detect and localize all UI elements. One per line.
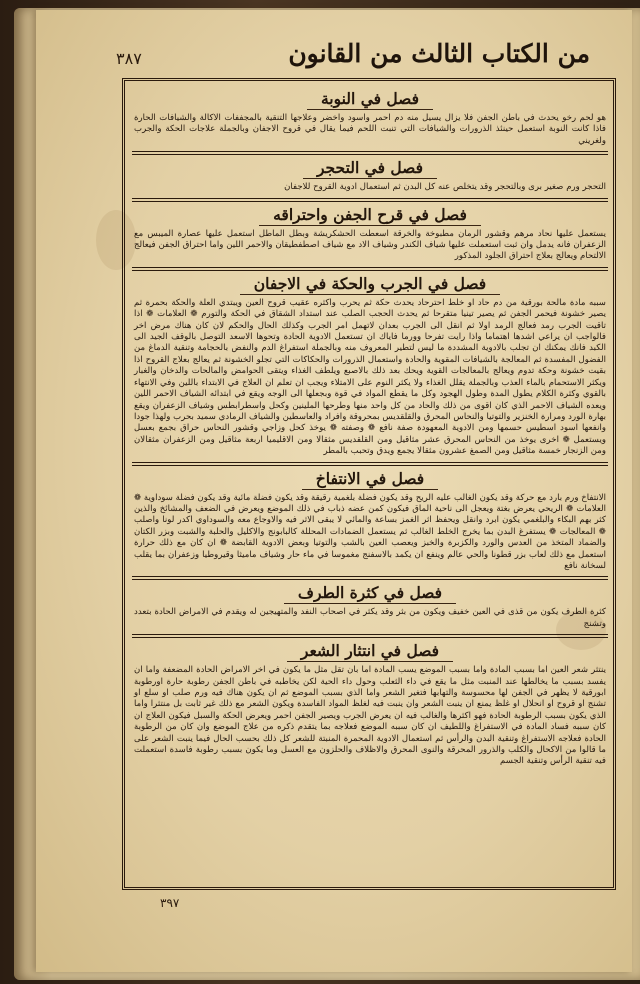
section-body: التحجر ورم صغير برى وبالتحجر وقد يتخلص عنه كل البدن ثم استعمال ادوية القروح للاجفان bbox=[284, 182, 606, 193]
text-block bbox=[132, 86, 608, 882]
section-body: الانتفاخ ورم بارد مع حركة وقد يكون الغالب عليه الريح وقد يكون فضلة بلغمية رقيقة وقد يكون فضلة مائية وقد يكون فضلة سوداوية ❁ العلامات ❁ الريحي يعرض بغتة ويعجل الى ناحية الماق فيكون كمن عضه ذباب في ذلك الموضع ويعرض في الضعف والمشائخ والذين كثر بهم البكاء والبلغمي يكون ابرد وانقل ويحفظ اثر الغمز بساعة والمائي لا يبقى الاثر فيه والاوجاع معه والسوداوي اكدر لونا واصلب ❁ المعالجات ❁ يستفرغ البدن بما يخرج الخلط الغالب ثم يستعمل الضمادات المحللة كالبابونج والاكليل والحلبة والشبت وبزر الكتان والضماد المتخذ من العدس والورد والكزبرة والخبز ويعصب العين بالشب والتوتيا وبعض الادوية القابضة ❁ ان كان مع ذلك حرارة استعمل مع ذلك لعاب بزر قطونا والحي عالم وينفع ان يكمد بالاسفنج مغموسا في ماء حار وشياف ماميثا وقيروطيا وزعفران بما يقلب لسخانة نافع bbox=[134, 492, 606, 571]
section-title: فصل في قرح الجفن واحتراقه bbox=[132, 205, 608, 226]
page-number: ٣٨٧ bbox=[116, 49, 142, 68]
section-title: فصل في انتثار الشعر bbox=[132, 641, 608, 662]
divider bbox=[132, 151, 608, 155]
section-title: فصل في الانتفاخ bbox=[132, 469, 608, 490]
divider bbox=[132, 267, 608, 271]
divider bbox=[132, 634, 608, 638]
section-body: يستعمل عليها نحاد مرهم وقشور الرمان مطبوخة والخرقة اسعطت الحشكريشة وبطل الماطل استعمل عليها عصارة الميبس مع الزعفران فانه يدمل وان ثبت استعملت عليها شياف الكندر وشياف الاد مع شياف اصطفطيقان والاحمر اللين واما احتراق الجفن فيعالج الالتحام ويعالج بعلاج احتراق الجلود المذكور bbox=[134, 228, 606, 262]
divider bbox=[132, 576, 608, 580]
section-tahajjur bbox=[132, 158, 608, 193]
running-title: من الكتاب الثالث من القانون bbox=[288, 39, 590, 68]
section-nawba bbox=[132, 89, 608, 147]
section-body: هو لحم رخو يحدث في باطن الجفن فلا يزال يسيل منه دم احمر واسود واخضر وعلاجها التنقية بالمجففات الاكالة والشيافات الحارة فاذا كانت النوبة استعمل حينئذ الذرورات والشيافات التي تنبت اللحم فيما يقال في قروح الاجفان وبالجملة علاجات الحكة والجرب ولغريني bbox=[134, 113, 606, 146]
section-title: فصل في الجرب والحكة في الاجفان bbox=[132, 274, 608, 295]
section-jarab bbox=[132, 274, 608, 458]
section-qarh-jafn bbox=[132, 205, 608, 263]
page-header bbox=[110, 18, 590, 68]
section-intifakh bbox=[132, 469, 608, 573]
section-title: فصل في كثرة الطرف bbox=[132, 583, 608, 604]
divider bbox=[132, 462, 608, 466]
section-kathrat-tarf bbox=[132, 583, 608, 630]
section-title: فصل في التحجر bbox=[132, 158, 608, 179]
divider bbox=[132, 198, 608, 202]
section-body: كثرة الطرف يكون من قذى في العين خفيف ويكون من بثر وقد يكثر في اصحاب النفد والمتهيجين له ويقدم في الامراض الحادة بتعدد وتشنج bbox=[134, 607, 606, 629]
section-title: فصل في النوبة bbox=[132, 89, 608, 110]
section-body: ينتثر شعر العين اما بسبب المادة واما بسبب الموضع يسب المادة اما بان تقل مثل ما يكون في اخر الامراض الحادة المضعفة واما ان يفسد بسبب ما يخالطها عند المنبت مثل ما يقع في داء الثعلب وحول داء الحية لكن يخاطبه في باطن الجفن رطوبة حارة اورطوبة ابورقية لا يظهر في الجفن لها محسوسة والتهابها فتغير الشعر واما الذي بسبب الموضع ثم ان يكون هناك فيه ورم صلب او سلع او تشنج او قروح او انحلال او غلظ يمنع ان ينبت الشعر وان ينبت فيه لغلظ المواد الفاسدة ويكون الشعر مع ذلك غير ثابت بل منتثرا واما الذي يكون بسبب الرطوبة الحادة فهو اكثرها والغالب فيه ان يعرض الجرب ويصير الجفن احمر ويعرض الحكة والسبل فيكون العلاج ان كان سببه فساد المادة في الاستفراغ واللطيف ان كان سببه الموضع فعلاجه بما يتقدم ذكره من علاج الموضع وان كان من الرطوبة الحادة فعلاجه الاستفراغ وتنقية البدن والرأس ثم استعمال الادوية المحمرة المنبتة للشعر كل ذلك بحسب الحال فيما ينبت الشعر على ما قالوا من الاكحال والكلب والذرور المحرقة والنوى المحرق والاظلاف والحلزون مع العسل وما يكون بسبب رطوبة فاسدة استعملت فيه تنقية الرأس وتنقية الجسم bbox=[134, 665, 606, 767]
section-body: سببه مادة مالحة بورقية من دم حاد او خلط احترحاد يحدث حكة ثم يحرب واكثره عقيب قروح العين ويبتدي العلة والحكة بحمرة ثم يصير خشونة فيحمر الجفن ثم يصير تينيا متقرحا ثم يحدث الحجب الصلب عند استداد الشقاق في الحكة والتورم ❁ العلامات ❁ اذا تاقيت الجرب رمد فعالج الرمد اولا ثم انقل الى الجرب بعدان لاتهمل امر الجرب وكذلك الحال والحكم لان كان هناك مرض اخر فالواجب ان يراعي اشدها اهتماما واذا رايت تفرحا وورما فاياك ان تستعمل الادوية الحادة وتحوها الاسعد التوصل بالوقف الجيد الى الكبد فانك يمكنك ان تجلب بالادوية المشددة ما ليس لتطير المعروف منه وبالجملة استفراغ الدم والنفض بالحجامة وتنقية الدماغ من الفضول المفسدة ثم المعالجة بالشيافات المقوية والحادة واستعمال الذرورات والحكاكات التي تجلو الخشونة ثم يعالج بعلاج القروح اذا بقيت خشونة وحكة تدوم ويعالج بالمعالجات القوية ويحك بعد ذلك بالاصبع ويلطف الغذاء ويتقى الحوامض والمالحات والدخان والغبار ويكثر الاستحمام بالماء العذب وبالجملة يقلل الغذاء ولا يكثر النوم على الامتلاء ويجب ان تعلم ان العلاج في الابتداء باللين وفي الانتهاء بالقوي وكثرة الكلام يطول المدة وطول الهجود وكل ما يقطع المواد في قوة وبجعلها الى الوجه ويقع في ابتدائه الشياف الاحمر اللين ويعده الشياف الاحمر الذي كان اقوى من ذلك والحاد من كل واحد منها وطرحها الملينين وكحل واسطرابطس وشياف الزعفران ويقع بهارة الورد ومرارة الخنزير والتوتيا والنحاس المحرق والقلقديس بمحروقة وافراد والعاسطين والشياف الرمادي سميد بحرب ولهذا جودا وانفعها اسود اسطيس حسمها ومن الادوية المعهودة صفة نافع ❁ وصفته ❁ يوخذ كحل وزاجي وقشور النحاس حراق بجمع بعسل ويستعمل ❁ اخرى يوخذ من النحاس المحرق عشر مثاقيل ومن القلقديس مثقالا ومن الاقليميا اربعة مثاقيل ومن الزعفران مثقالان ومن الزنجار خمسة مثاقيل ومن الصمغ عشرون مثقالا يجمع ويدق وتحبب بالمطر bbox=[134, 297, 606, 457]
section-intithar-shar bbox=[132, 641, 608, 768]
catchword: ٣٩٧ bbox=[160, 896, 180, 910]
